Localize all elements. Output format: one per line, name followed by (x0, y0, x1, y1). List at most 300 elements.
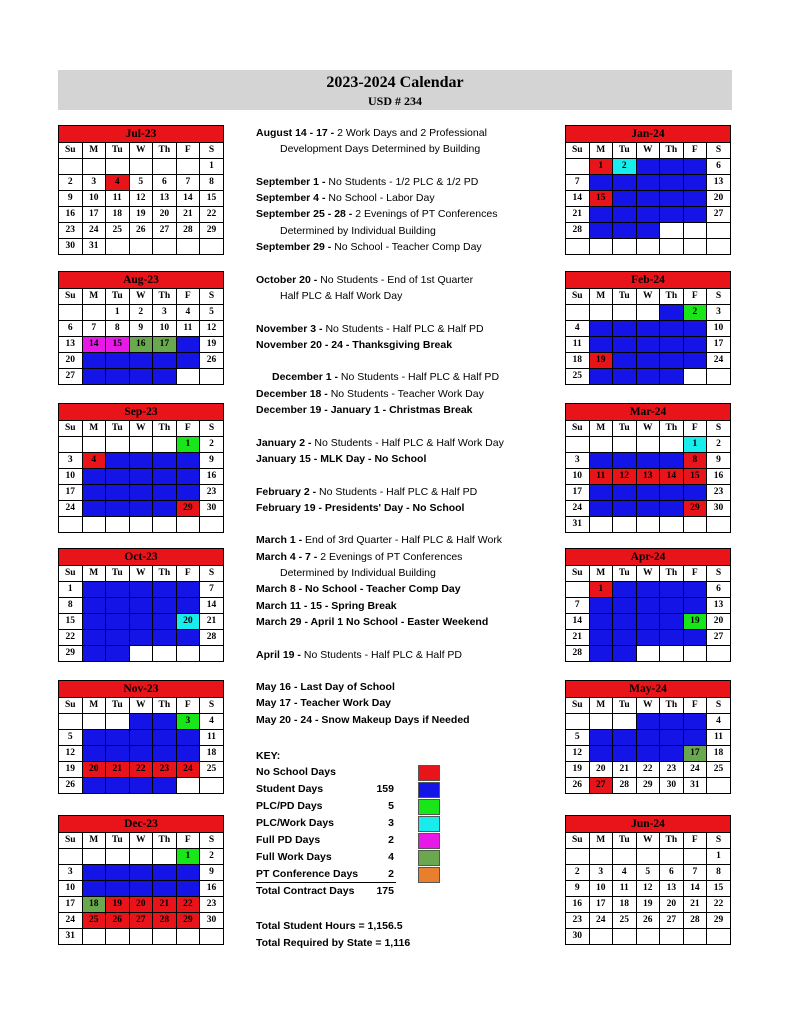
day-cell: 23 (153, 762, 177, 778)
day-cell: 9 (613, 598, 637, 614)
day-cell (59, 849, 83, 865)
day-cell: 17 (153, 337, 177, 353)
day-cell (636, 929, 660, 945)
week-row (59, 175, 224, 191)
weekday-header: W (636, 143, 660, 159)
weekday-header: Su (566, 566, 590, 582)
week-row (59, 159, 224, 175)
key-color-swatch (418, 850, 440, 866)
event-description: Determined by Individual Building (280, 567, 436, 580)
day-cell (106, 437, 130, 453)
day-cell: 9 (683, 321, 707, 337)
day-cell: 8 (636, 730, 660, 746)
day-cell: 2 (613, 582, 637, 598)
day-cell: 12 (683, 175, 707, 191)
weekday-header: S (200, 421, 224, 437)
day-cell: 15 (707, 881, 731, 897)
day-cell: 21 (566, 207, 590, 223)
day-cell: 16 (566, 897, 590, 913)
day-cell: 25 (566, 369, 590, 385)
day-cell: 2 (660, 714, 684, 730)
day-cell (683, 239, 707, 255)
day-cell: 5 (613, 453, 637, 469)
weekday-header: Su (566, 143, 590, 159)
day-cell: 13 (613, 337, 637, 353)
event-description: 2 Evenings of PT Conferences (320, 550, 463, 563)
weekday-header: M (589, 143, 613, 159)
day-cell: 8 (660, 321, 684, 337)
week-row (566, 223, 731, 239)
day-cell (200, 369, 224, 385)
event-line (256, 679, 556, 695)
week-row (566, 501, 731, 517)
day-cell: 18 (176, 337, 200, 353)
weekday-header: F (683, 143, 707, 159)
day-cell: 7 (200, 582, 224, 598)
event-description: No School - Teacher Comp Day (334, 241, 482, 254)
weekday-header: Th (660, 421, 684, 437)
day-cell: 30 (613, 646, 637, 662)
day-cell: 7 (613, 730, 637, 746)
event-line (256, 467, 556, 483)
event-line (256, 353, 556, 369)
event-line (256, 206, 556, 222)
event-line (256, 337, 556, 353)
weekday-header: Su (59, 698, 83, 714)
week-row (59, 881, 224, 897)
day-cell (660, 646, 684, 662)
day-cell: 17 (59, 897, 83, 913)
day-cell (636, 517, 660, 533)
key-label: PLC/PD Days (256, 800, 323, 812)
day-cell: 12 (153, 598, 177, 614)
day-cell: 17 (636, 191, 660, 207)
day-cell: 8 (589, 598, 613, 614)
day-cell: 23 (200, 485, 224, 501)
event-description: No Students - Teacher Work Day (330, 387, 484, 400)
weekday-header: M (82, 833, 106, 849)
day-cell: 29 (59, 646, 83, 662)
week-row (566, 353, 731, 369)
key-count: 5 (388, 800, 394, 812)
day-cell (200, 929, 224, 945)
key-count: 159 (376, 783, 394, 795)
day-cell: 28 (660, 501, 684, 517)
event-description: No School - Labor Day (328, 192, 435, 205)
day-cell: 3 (566, 453, 590, 469)
event-date: September 29 - (256, 241, 335, 254)
day-cell (153, 239, 177, 255)
week-row (566, 630, 731, 646)
key-count: 2 (388, 868, 394, 880)
day-cell: 14 (106, 746, 130, 762)
day-cell: 10 (636, 598, 660, 614)
day-cell: 17 (683, 746, 707, 762)
day-cell (200, 778, 224, 794)
weekday-header: M (82, 421, 106, 437)
month-calendar (565, 815, 731, 945)
day-cell: 1 (59, 582, 83, 598)
weekday-header: W (129, 421, 153, 437)
day-cell (129, 646, 153, 662)
day-cell: 20 (153, 207, 177, 223)
day-cell: 28 (106, 778, 130, 794)
day-cell: 8 (683, 453, 707, 469)
day-cell: 20 (176, 614, 200, 630)
day-cell: 14 (660, 469, 684, 485)
day-cell (129, 517, 153, 533)
total-divider (256, 882, 396, 883)
weekday-header: Th (660, 289, 684, 305)
week-row (59, 207, 224, 223)
day-cell: 7 (82, 321, 106, 337)
week-row (59, 582, 224, 598)
week-row (566, 865, 731, 881)
day-cell: 22 (636, 762, 660, 778)
week-row (566, 778, 731, 794)
day-cell: 25 (106, 223, 130, 239)
weekday-header: Tu (106, 698, 130, 714)
day-cell (82, 159, 106, 175)
weekday-header: Th (153, 698, 177, 714)
weekday-header: M (589, 698, 613, 714)
day-cell: 17 (82, 207, 106, 223)
week-row (566, 469, 731, 485)
day-cell: 16 (683, 337, 707, 353)
event-line (256, 418, 556, 434)
day-cell: 9 (613, 175, 637, 191)
day-cell: 5 (59, 730, 83, 746)
day-cell: 3 (153, 305, 177, 321)
day-cell: 20 (636, 485, 660, 501)
day-cell: 23 (613, 630, 637, 646)
day-cell: 22 (589, 630, 613, 646)
day-cell: 8 (707, 865, 731, 881)
event-line (256, 288, 556, 304)
day-cell: 23 (82, 630, 106, 646)
day-cell (176, 646, 200, 662)
day-cell (59, 714, 83, 730)
day-cell (683, 517, 707, 533)
week-row (566, 746, 731, 762)
day-cell: 7 (660, 453, 684, 469)
event-description: No Students - Half PLC & Half PD (325, 322, 484, 335)
day-cell: 1 (106, 305, 130, 321)
weekday-header: W (129, 698, 153, 714)
day-cell: 6 (589, 730, 613, 746)
event-description: 2 Evenings of PT Conferences (355, 208, 498, 221)
month-calendar (58, 125, 224, 255)
day-cell: 11 (129, 598, 153, 614)
day-cell (636, 437, 660, 453)
week-row (566, 517, 731, 533)
month-title: Oct-23 (59, 549, 224, 566)
day-cell (589, 849, 613, 865)
day-cell: 15 (176, 881, 200, 897)
event-date: March 8 - No School - Teacher Comp Day (256, 583, 461, 596)
weekday-header: W (129, 833, 153, 849)
day-cell (636, 239, 660, 255)
day-cell: 31 (106, 646, 130, 662)
week-row (566, 337, 731, 353)
weekday-header: W (636, 833, 660, 849)
day-cell: 13 (636, 469, 660, 485)
key-count: 2 (388, 834, 394, 846)
key-label: Full PD Days (256, 834, 321, 846)
week-row (566, 191, 731, 207)
day-cell: 27 (707, 630, 731, 646)
day-cell: 4 (566, 321, 590, 337)
day-cell: 29 (683, 501, 707, 517)
day-cell: 22 (176, 485, 200, 501)
day-cell: 30 (129, 369, 153, 385)
day-cell: 27 (129, 913, 153, 929)
weekday-header: S (200, 833, 224, 849)
key-label: Full Work Days (256, 851, 332, 863)
event-date: September 4 - (256, 192, 329, 205)
day-cell: 6 (707, 159, 731, 175)
day-cell: 27 (82, 778, 106, 794)
day-cell (660, 223, 684, 239)
week-row (566, 321, 731, 337)
day-cell: 11 (707, 730, 731, 746)
day-cell: 4 (82, 865, 106, 881)
day-cell (82, 849, 106, 865)
week-row (59, 714, 224, 730)
day-cell: 27 (153, 223, 177, 239)
day-cell (153, 849, 177, 865)
weekday-header: F (683, 289, 707, 305)
day-cell (82, 305, 106, 321)
event-date: January 15 - MLK Day - No School (256, 452, 427, 465)
day-cell (82, 437, 106, 453)
month-title: Mar-24 (566, 404, 731, 421)
weekday-header: W (636, 698, 660, 714)
day-cell: 26 (200, 353, 224, 369)
day-cell: 16 (200, 881, 224, 897)
week-row (59, 849, 224, 865)
week-row (59, 437, 224, 453)
day-cell: 11 (589, 469, 613, 485)
day-cell: 5 (589, 321, 613, 337)
day-cell: 30 (82, 646, 106, 662)
event-line (256, 663, 556, 679)
day-cell (613, 517, 637, 533)
event-line (256, 695, 556, 711)
weekday-header: Tu (613, 421, 637, 437)
day-cell: 9 (129, 321, 153, 337)
weekday-header: S (200, 566, 224, 582)
week-row (59, 353, 224, 369)
week-row (59, 778, 224, 794)
event-date: January 2 - (256, 436, 315, 449)
day-cell: 26 (129, 223, 153, 239)
day-cell: 15 (106, 337, 130, 353)
day-cell: 26 (613, 501, 637, 517)
day-cell: 26 (683, 207, 707, 223)
week-row (566, 369, 731, 385)
week-row (566, 897, 731, 913)
day-cell: 31 (683, 778, 707, 794)
day-cell: 20 (129, 485, 153, 501)
day-cell (636, 849, 660, 865)
day-cell (106, 239, 130, 255)
day-cell: 1 (176, 849, 200, 865)
day-cell: 8 (200, 175, 224, 191)
day-cell: 6 (129, 453, 153, 469)
event-line (256, 402, 556, 418)
event-line (256, 174, 556, 190)
day-cell: 10 (153, 321, 177, 337)
day-cell: 1 (589, 159, 613, 175)
weekday-header: F (176, 833, 200, 849)
week-row (59, 337, 224, 353)
event-date: March 1 - (256, 534, 306, 547)
day-cell: 21 (566, 630, 590, 646)
day-cell: 17 (176, 746, 200, 762)
day-cell (683, 223, 707, 239)
day-cell: 9 (566, 881, 590, 897)
day-cell: 28 (566, 223, 590, 239)
day-cell: 18 (82, 485, 106, 501)
day-cell: 27 (636, 501, 660, 517)
weekday-header: Tu (613, 833, 637, 849)
day-cell: 19 (613, 485, 637, 501)
day-cell (176, 159, 200, 175)
day-cell: 1 (589, 582, 613, 598)
day-cell (683, 849, 707, 865)
day-cell: 18 (589, 485, 613, 501)
day-cell: 30 (153, 778, 177, 794)
week-row (59, 630, 224, 646)
weekday-header: Su (59, 421, 83, 437)
day-cell: 8 (59, 598, 83, 614)
day-cell: 22 (59, 630, 83, 646)
day-cell (660, 517, 684, 533)
day-cell: 16 (707, 469, 731, 485)
day-cell: 26 (589, 369, 613, 385)
day-cell: 19 (566, 762, 590, 778)
month-calendar (565, 271, 731, 385)
day-cell (59, 159, 83, 175)
week-row (566, 913, 731, 929)
event-line (256, 158, 556, 174)
week-row (59, 369, 224, 385)
day-cell (176, 929, 200, 945)
day-cell: 3 (59, 453, 83, 469)
event-date: October 20 - (256, 273, 321, 286)
day-cell: 29 (589, 223, 613, 239)
day-cell: 21 (660, 485, 684, 501)
day-cell: 31 (636, 223, 660, 239)
weekday-header: Su (566, 421, 590, 437)
day-cell: 11 (82, 469, 106, 485)
day-cell: 3 (82, 175, 106, 191)
day-cell: 23 (200, 897, 224, 913)
week-row (59, 614, 224, 630)
day-cell: 27 (176, 630, 200, 646)
day-cell: 16 (613, 191, 637, 207)
weekday-header: Tu (613, 143, 637, 159)
weekday-header: S (707, 289, 731, 305)
day-cell: 11 (176, 321, 200, 337)
event-date: November 20 - 24 - Thanksgiving Break (256, 338, 453, 351)
week-row (59, 191, 224, 207)
weekday-header: Tu (613, 566, 637, 582)
day-cell: 25 (82, 913, 106, 929)
day-cell (153, 929, 177, 945)
day-cell: 13 (589, 746, 613, 762)
month-calendar (565, 403, 731, 533)
day-cell: 23 (129, 353, 153, 369)
event-description: Half PLC & Half Work Day (280, 289, 403, 302)
day-cell: 21 (613, 762, 637, 778)
weekday-header: M (589, 289, 613, 305)
month-calendar (58, 680, 224, 794)
day-cell: 3 (683, 714, 707, 730)
day-cell (106, 929, 130, 945)
day-cell: 2 (707, 437, 731, 453)
day-cell: 30 (200, 913, 224, 929)
month-title: Apr-24 (566, 549, 731, 566)
day-cell: 28 (636, 369, 660, 385)
day-cell: 2 (82, 582, 106, 598)
day-cell: 19 (636, 897, 660, 913)
event-date: March 11 - 15 - Spring Break (256, 599, 397, 612)
day-cell: 22 (106, 353, 130, 369)
week-row (59, 469, 224, 485)
weekday-header: M (82, 289, 106, 305)
day-cell: 7 (566, 175, 590, 191)
day-cell: 1 (707, 849, 731, 865)
day-cell: 21 (153, 485, 177, 501)
day-cell (589, 517, 613, 533)
day-cell (153, 437, 177, 453)
day-cell: 7 (153, 453, 177, 469)
day-cell: 14 (82, 337, 106, 353)
event-line (256, 190, 556, 206)
week-row (59, 762, 224, 778)
day-cell: 12 (106, 469, 130, 485)
day-cell: 5 (566, 730, 590, 746)
day-cell: 24 (566, 501, 590, 517)
day-cell: 3 (589, 865, 613, 881)
day-cell: 19 (153, 614, 177, 630)
day-cell (683, 929, 707, 945)
day-cell: 22 (660, 353, 684, 369)
event-line (256, 598, 556, 614)
day-cell (176, 778, 200, 794)
week-row (566, 159, 731, 175)
day-cell: 26 (683, 630, 707, 646)
day-cell: 21 (106, 762, 130, 778)
day-cell: 4 (200, 714, 224, 730)
day-cell: 29 (660, 369, 684, 385)
weekday-header: S (200, 143, 224, 159)
day-cell: 4 (176, 305, 200, 321)
day-cell (589, 305, 613, 321)
day-cell: 15 (660, 337, 684, 353)
day-cell: 6 (82, 730, 106, 746)
day-cell (636, 646, 660, 662)
week-row (59, 897, 224, 913)
day-cell (707, 646, 731, 662)
day-cell: 14 (200, 598, 224, 614)
day-cell: 9 (153, 730, 177, 746)
day-cell: 2 (683, 305, 707, 321)
event-line (256, 386, 556, 402)
day-cell: 9 (200, 453, 224, 469)
